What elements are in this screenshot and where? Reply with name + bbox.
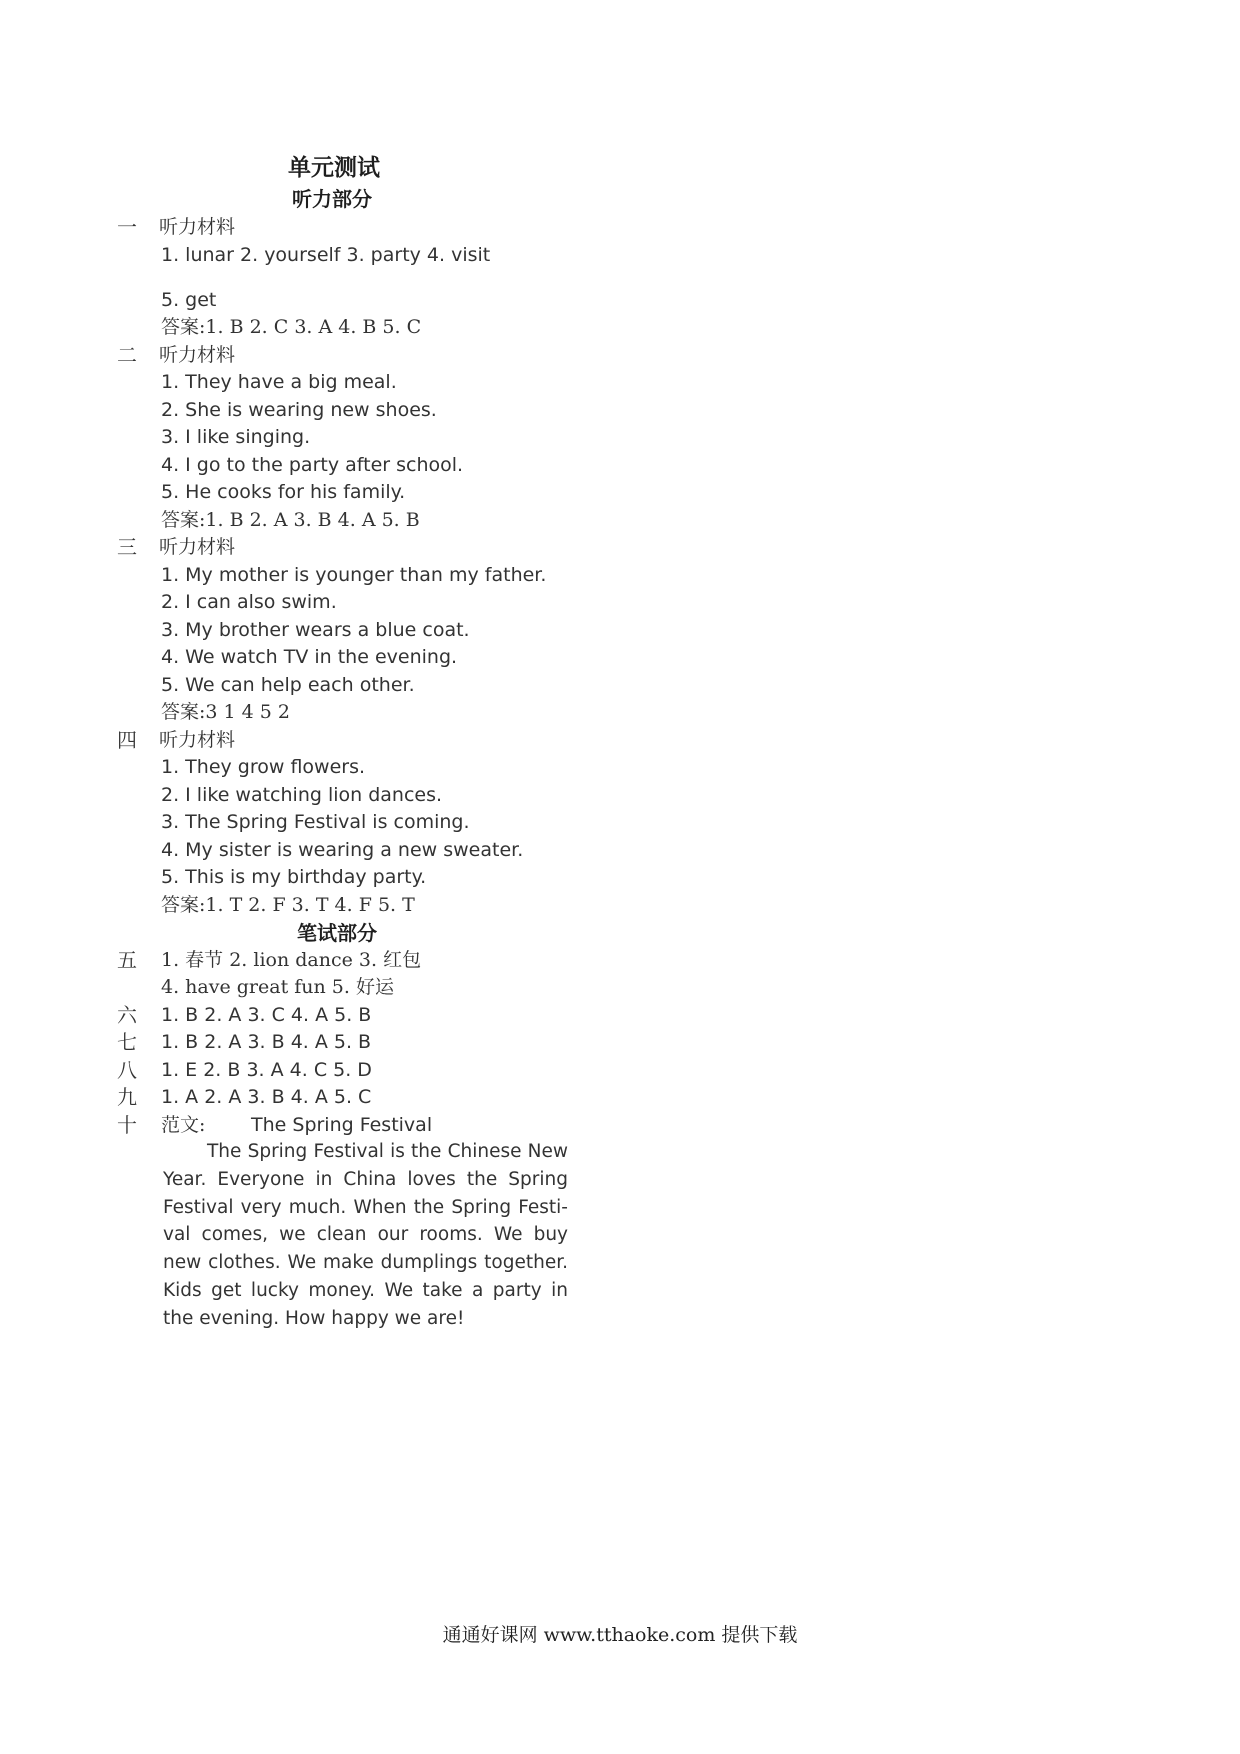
section-number: 四 — [117, 728, 137, 752]
list-item: 5. He cooks for his family. — [161, 481, 406, 503]
list-item: 4. My sister is wearing a new sweater. — [161, 839, 524, 861]
section-number: 一 — [117, 215, 137, 239]
answer-line: 1. B 2. A 3. B 4. A 5. B — [161, 1031, 372, 1053]
list-item: 4. I go to the party after school. — [161, 454, 464, 476]
answer-line: 1. A 2. A 3. B 4. A 5. C — [161, 1086, 372, 1108]
essay-title: The Spring Festival — [251, 1114, 433, 1136]
list-item: 3. The Spring Festival is coming. — [161, 811, 470, 833]
section-number: 八 — [117, 1058, 137, 1082]
list-item: 5. This is my birthday party. — [161, 866, 427, 888]
section-number: 九 — [117, 1085, 137, 1109]
list-item: 5. get — [161, 289, 217, 311]
essay-line: Year. Everyone in China loves the Spring — [163, 1168, 568, 1190]
listening-section-title: 听力部分 — [292, 187, 372, 211]
section-label: 听力材料 — [159, 729, 236, 751]
essay-line: val comes, we clean our rooms. We buy — [163, 1224, 568, 1246]
list-item: 1. They have a big meal. — [161, 371, 397, 393]
essay-line: new clothes. We make dumplings together. — [163, 1252, 568, 1274]
section-number: 六 — [117, 1003, 137, 1027]
list-item: 2. I can also swim. — [161, 591, 337, 613]
list-item: 2. She is wearing new shoes. — [161, 399, 437, 421]
list-item: 1. They grow flowers. — [161, 756, 366, 778]
essay-line: The Spring Festival is the Chinese New — [207, 1141, 568, 1162]
answer-line: 1. E 2. B 3. A 4. C 5. D — [161, 1059, 372, 1081]
section-label: 听力材料 — [159, 344, 236, 366]
section-label: 听力材料 — [159, 536, 236, 558]
answer-line: 1. B 2. A 3. C 4. A 5. B — [161, 1004, 372, 1026]
list-item: 4. We watch TV in the evening. — [161, 646, 458, 668]
list-item: 2. I like watching lion dances. — [161, 784, 443, 806]
page-title: 单元测试 — [288, 154, 380, 181]
footer-credit: 通通好课网 www.tthaoke.com 提供下载 — [442, 1624, 798, 1646]
list-item: 1. My mother is younger than my father. — [161, 564, 547, 586]
essay-line: the evening. How happy we are! — [163, 1307, 465, 1329]
list-item: 4. have great fun 5. 好运 — [161, 976, 394, 998]
section-number: 七 — [117, 1030, 137, 1054]
essay-body — [163, 1138, 568, 1333]
answer-line: 答案:1. T 2. F 3. T 4. F 5. T — [161, 894, 415, 916]
list-item: 1. 春节 2. lion dance 3. 红包 — [161, 949, 422, 971]
section-label: 听力材料 — [159, 216, 236, 238]
list-item: 3. I like singing. — [161, 426, 311, 448]
essay-line: Kids get lucky money. We take a party in — [163, 1279, 568, 1301]
answer-line: 答案:1. B 2. C 3. A 4. B 5. C — [161, 316, 422, 338]
writing-section-title: 笔试部分 — [297, 921, 377, 945]
list-item: 1. lunar 2. yourself 3. party 4. visit — [161, 244, 491, 266]
section-number: 三 — [117, 535, 137, 559]
essay-line: Festival very much. When the Spring Festi- — [163, 1196, 568, 1218]
list-item: 5. We can help each other. — [161, 674, 415, 696]
answer-line: 答案:1. B 2. A 3. B 4. A 5. B — [161, 509, 420, 531]
section-number: 十 — [117, 1113, 137, 1137]
section-label: 范文: — [161, 1114, 206, 1136]
answer-line: 答案:3 1 4 5 2 — [161, 701, 291, 723]
section-number: 五 — [117, 948, 137, 972]
list-item: 3. My brother wears a blue coat. — [161, 619, 470, 641]
section-number: 二 — [117, 343, 137, 367]
